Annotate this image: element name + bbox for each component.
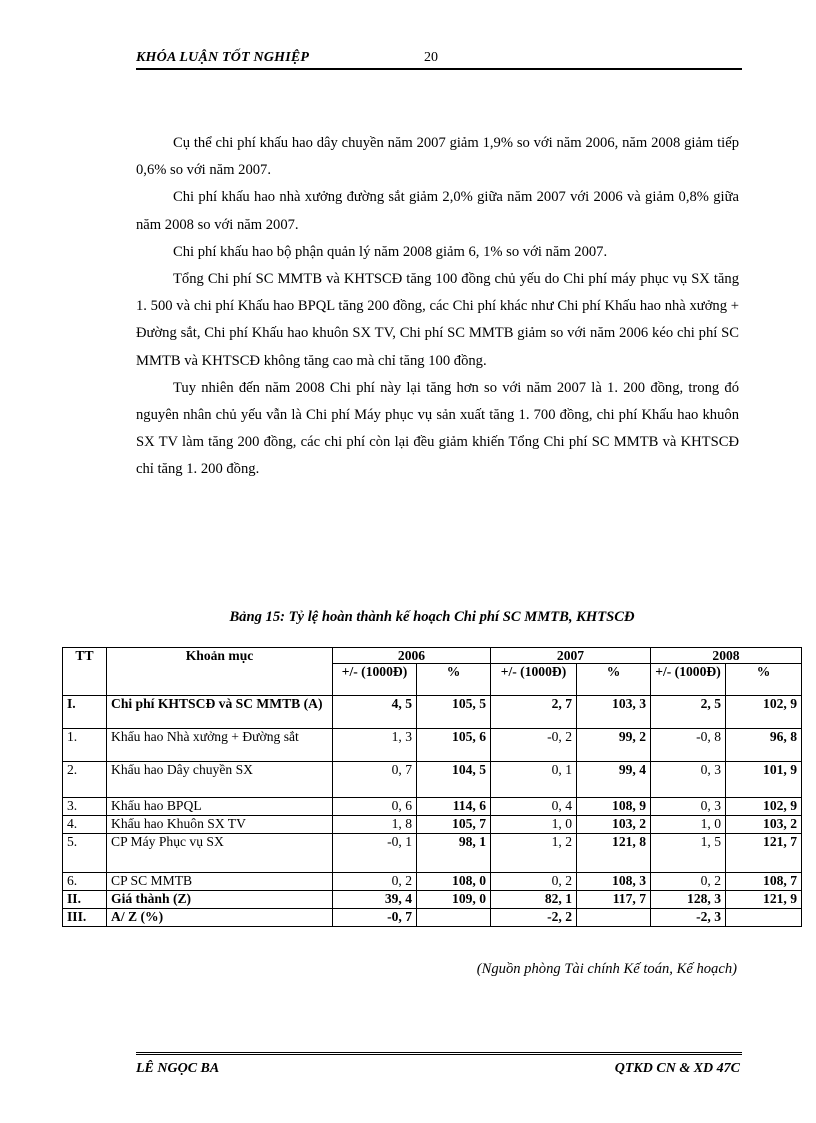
table-row bbox=[63, 798, 802, 816]
class-code: QTKD CN & XD 47C bbox=[614, 1061, 740, 1076]
row-item-label: Khấu hao BPQL bbox=[107, 798, 333, 816]
author-name: LÊ NGỌC BA bbox=[136, 1061, 220, 1076]
percent-cell: 121, 7 bbox=[726, 834, 802, 873]
paragraph: Chi phí khấu hao bộ phận quản lý năm 2008 giảm 6, 1% so với năm 2007. bbox=[173, 243, 608, 260]
change-cell: 0, 2 bbox=[333, 873, 417, 891]
row-number: II. bbox=[63, 891, 107, 909]
percent-cell: 114, 6 bbox=[417, 798, 491, 816]
percent-cell: 99, 4 bbox=[577, 762, 651, 798]
percent-cell: 104, 5 bbox=[417, 762, 491, 798]
percent-cell: 98, 1 bbox=[417, 834, 491, 873]
change-cell: 39, 4 bbox=[333, 891, 417, 909]
change-cell: 128, 3 bbox=[651, 891, 726, 909]
paragraph: Chi phí khấu hao nhà xưởng đường sắt giảm 2,0% giữa năm 2007 với 2006 và giảm 0,8% giữa năm 2008 so với năm 2007. bbox=[136, 189, 739, 233]
paragraph: Tuy nhiên đến năm 2008 Chi phí này lại tăng hơn so với năm 2007 là 1. 200 đồng, trong đó nguyên nhân chủ yếu vẫn là Chi phí Máy phục vụ sản xuất tăng 1. 700 đồng, chi phí Khấu hao khuôn SX TV làm tăng 200 đồng, các chi phí còn lại đều giảm khiến Tổng Chi phí SC MMTB và KHTSCĐ chỉ tăng 1. 200 đồng. bbox=[136, 379, 739, 478]
change-cell: 1, 0 bbox=[651, 816, 726, 834]
percent-cell: 102, 9 bbox=[726, 798, 802, 816]
table-row bbox=[63, 729, 802, 762]
row-number: 2. bbox=[63, 762, 107, 798]
table-row bbox=[63, 816, 802, 834]
change-cell: 2, 5 bbox=[651, 696, 726, 729]
change-cell: 0, 7 bbox=[333, 762, 417, 798]
percent-cell: 105, 7 bbox=[417, 816, 491, 834]
change-cell: -0, 2 bbox=[491, 729, 577, 762]
subheader-change: +/- (1000Đ) bbox=[491, 664, 577, 696]
table-row bbox=[63, 696, 802, 729]
row-item-label: Khấu hao Khuôn SX TV bbox=[107, 816, 333, 834]
header-year-2008: 2008 bbox=[651, 648, 802, 664]
percent-cell: 108, 9 bbox=[577, 798, 651, 816]
paragraph: Cụ thể chi phí khấu hao dây chuyền năm 2007 giảm 1,9% so với năm 2006, năm 2008 giảm tiếp 0,6% so với năm 2007. bbox=[136, 135, 739, 179]
row-number: 1. bbox=[63, 729, 107, 762]
paragraph: Tổng Chi phí SC MMTB và KHTSCĐ tăng 100 đồng chủ yếu do Chi phí máy phục vụ SX tăng 1. 500 và chi phí Khấu hao BPQL tăng 200 đồng, các Chi phí khác như Chi phí Khấu hao nhà xưởng + Đường sắt, Chi phí Khấu hao khuôn SX TV, Chi phí SC MMTB giảm so với năm 2006 kéo chi phí SC MMTB và KHTSCĐ không tăng cao mà chỉ tăng 100 đồng. bbox=[136, 271, 739, 369]
change-cell: -0, 1 bbox=[333, 834, 417, 873]
percent-cell: 117, 7 bbox=[577, 891, 651, 909]
change-cell: 0, 6 bbox=[333, 798, 417, 816]
percent-cell: 103, 3 bbox=[577, 696, 651, 729]
header-title: KHÓA LUẬN TỐT NGHIỆP bbox=[136, 50, 310, 65]
source-note: (Nguồn phòng Tài chính Kế toán, Kế hoạch) bbox=[476, 961, 737, 977]
page-header bbox=[136, 48, 742, 70]
header-year-2007: 2007 bbox=[491, 648, 651, 664]
row-item-label: Chi phí KHTSCĐ và SC MMTB (A) bbox=[107, 696, 333, 729]
change-cell: -0, 7 bbox=[333, 909, 417, 927]
percent-cell: 102, 9 bbox=[726, 696, 802, 729]
percent-cell: 108, 3 bbox=[577, 873, 651, 891]
row-item-label: Khấu hao Nhà xưởng + Đường sắt bbox=[107, 729, 333, 762]
table-row bbox=[63, 891, 802, 909]
percent-cell: 105, 6 bbox=[417, 729, 491, 762]
change-cell: -2, 2 bbox=[491, 909, 577, 927]
subheader-change: +/- (1000Đ) bbox=[333, 664, 417, 696]
subheader-change: +/- (1000Đ) bbox=[651, 664, 726, 696]
row-item-label: CP SC MMTB bbox=[107, 873, 333, 891]
change-cell: 0, 4 bbox=[491, 798, 577, 816]
percent-cell: 99, 2 bbox=[577, 729, 651, 762]
table-row bbox=[63, 834, 802, 873]
percent-cell: 121, 9 bbox=[726, 891, 802, 909]
subheader-percent: % bbox=[577, 664, 651, 696]
page-footer bbox=[136, 1052, 742, 1089]
change-cell: 1, 3 bbox=[333, 729, 417, 762]
subheader-percent: % bbox=[417, 664, 491, 696]
body-text bbox=[136, 130, 739, 484]
header-year-2006: 2006 bbox=[333, 648, 491, 664]
change-cell: 1, 5 bbox=[651, 834, 726, 873]
row-number: 3. bbox=[63, 798, 107, 816]
row-number: 5. bbox=[63, 834, 107, 873]
change-cell: 2, 7 bbox=[491, 696, 577, 729]
percent-cell: 101, 9 bbox=[726, 762, 802, 798]
table-row bbox=[63, 909, 802, 927]
change-cell: 1, 0 bbox=[491, 816, 577, 834]
row-number: 4. bbox=[63, 816, 107, 834]
percent-cell: 108, 0 bbox=[417, 873, 491, 891]
subheader-percent: % bbox=[726, 664, 802, 696]
percent-cell: 108, 7 bbox=[726, 873, 802, 891]
table-row bbox=[63, 873, 802, 891]
page-number: 20 bbox=[424, 50, 438, 65]
percent-cell: 103, 2 bbox=[577, 816, 651, 834]
change-cell: 1, 8 bbox=[333, 816, 417, 834]
completion-rate-table bbox=[62, 647, 802, 927]
percent-cell: 103, 2 bbox=[726, 816, 802, 834]
change-cell: -2, 3 bbox=[651, 909, 726, 927]
change-cell: 4, 5 bbox=[333, 696, 417, 729]
row-item-label: Giá thành (Z) bbox=[107, 891, 333, 909]
header-tt: TT bbox=[63, 648, 107, 696]
percent-cell: 96, 8 bbox=[726, 729, 802, 762]
percent-cell: 121, 8 bbox=[577, 834, 651, 873]
table-title: Bảng 15: Tỷ lệ hoàn thành kế hoạch Chi phí SC MMTB, KHTSCĐ bbox=[229, 609, 635, 625]
row-number: 6. bbox=[63, 873, 107, 891]
change-cell: 0, 3 bbox=[651, 762, 726, 798]
percent-cell bbox=[577, 909, 651, 927]
percent-cell bbox=[417, 909, 491, 927]
change-cell: 82, 1 bbox=[491, 891, 577, 909]
change-cell: 0, 1 bbox=[491, 762, 577, 798]
row-number: III. bbox=[63, 909, 107, 927]
change-cell: 0, 3 bbox=[651, 798, 726, 816]
change-cell: 0, 2 bbox=[651, 873, 726, 891]
table-header-row bbox=[63, 648, 802, 664]
percent-cell: 109, 0 bbox=[417, 891, 491, 909]
change-cell: -0, 8 bbox=[651, 729, 726, 762]
percent-cell: 105, 5 bbox=[417, 696, 491, 729]
change-cell: 0, 2 bbox=[491, 873, 577, 891]
table-row bbox=[63, 762, 802, 798]
change-cell: 1, 2 bbox=[491, 834, 577, 873]
row-number: I. bbox=[63, 696, 107, 729]
row-item-label: Khấu hao Dây chuyền SX bbox=[107, 762, 333, 798]
percent-cell bbox=[726, 909, 802, 927]
row-item-label: A/ Z (%) bbox=[107, 909, 333, 927]
header-item: Khoản mục bbox=[107, 648, 333, 696]
row-item-label: CP Máy Phục vụ SX bbox=[107, 834, 333, 873]
